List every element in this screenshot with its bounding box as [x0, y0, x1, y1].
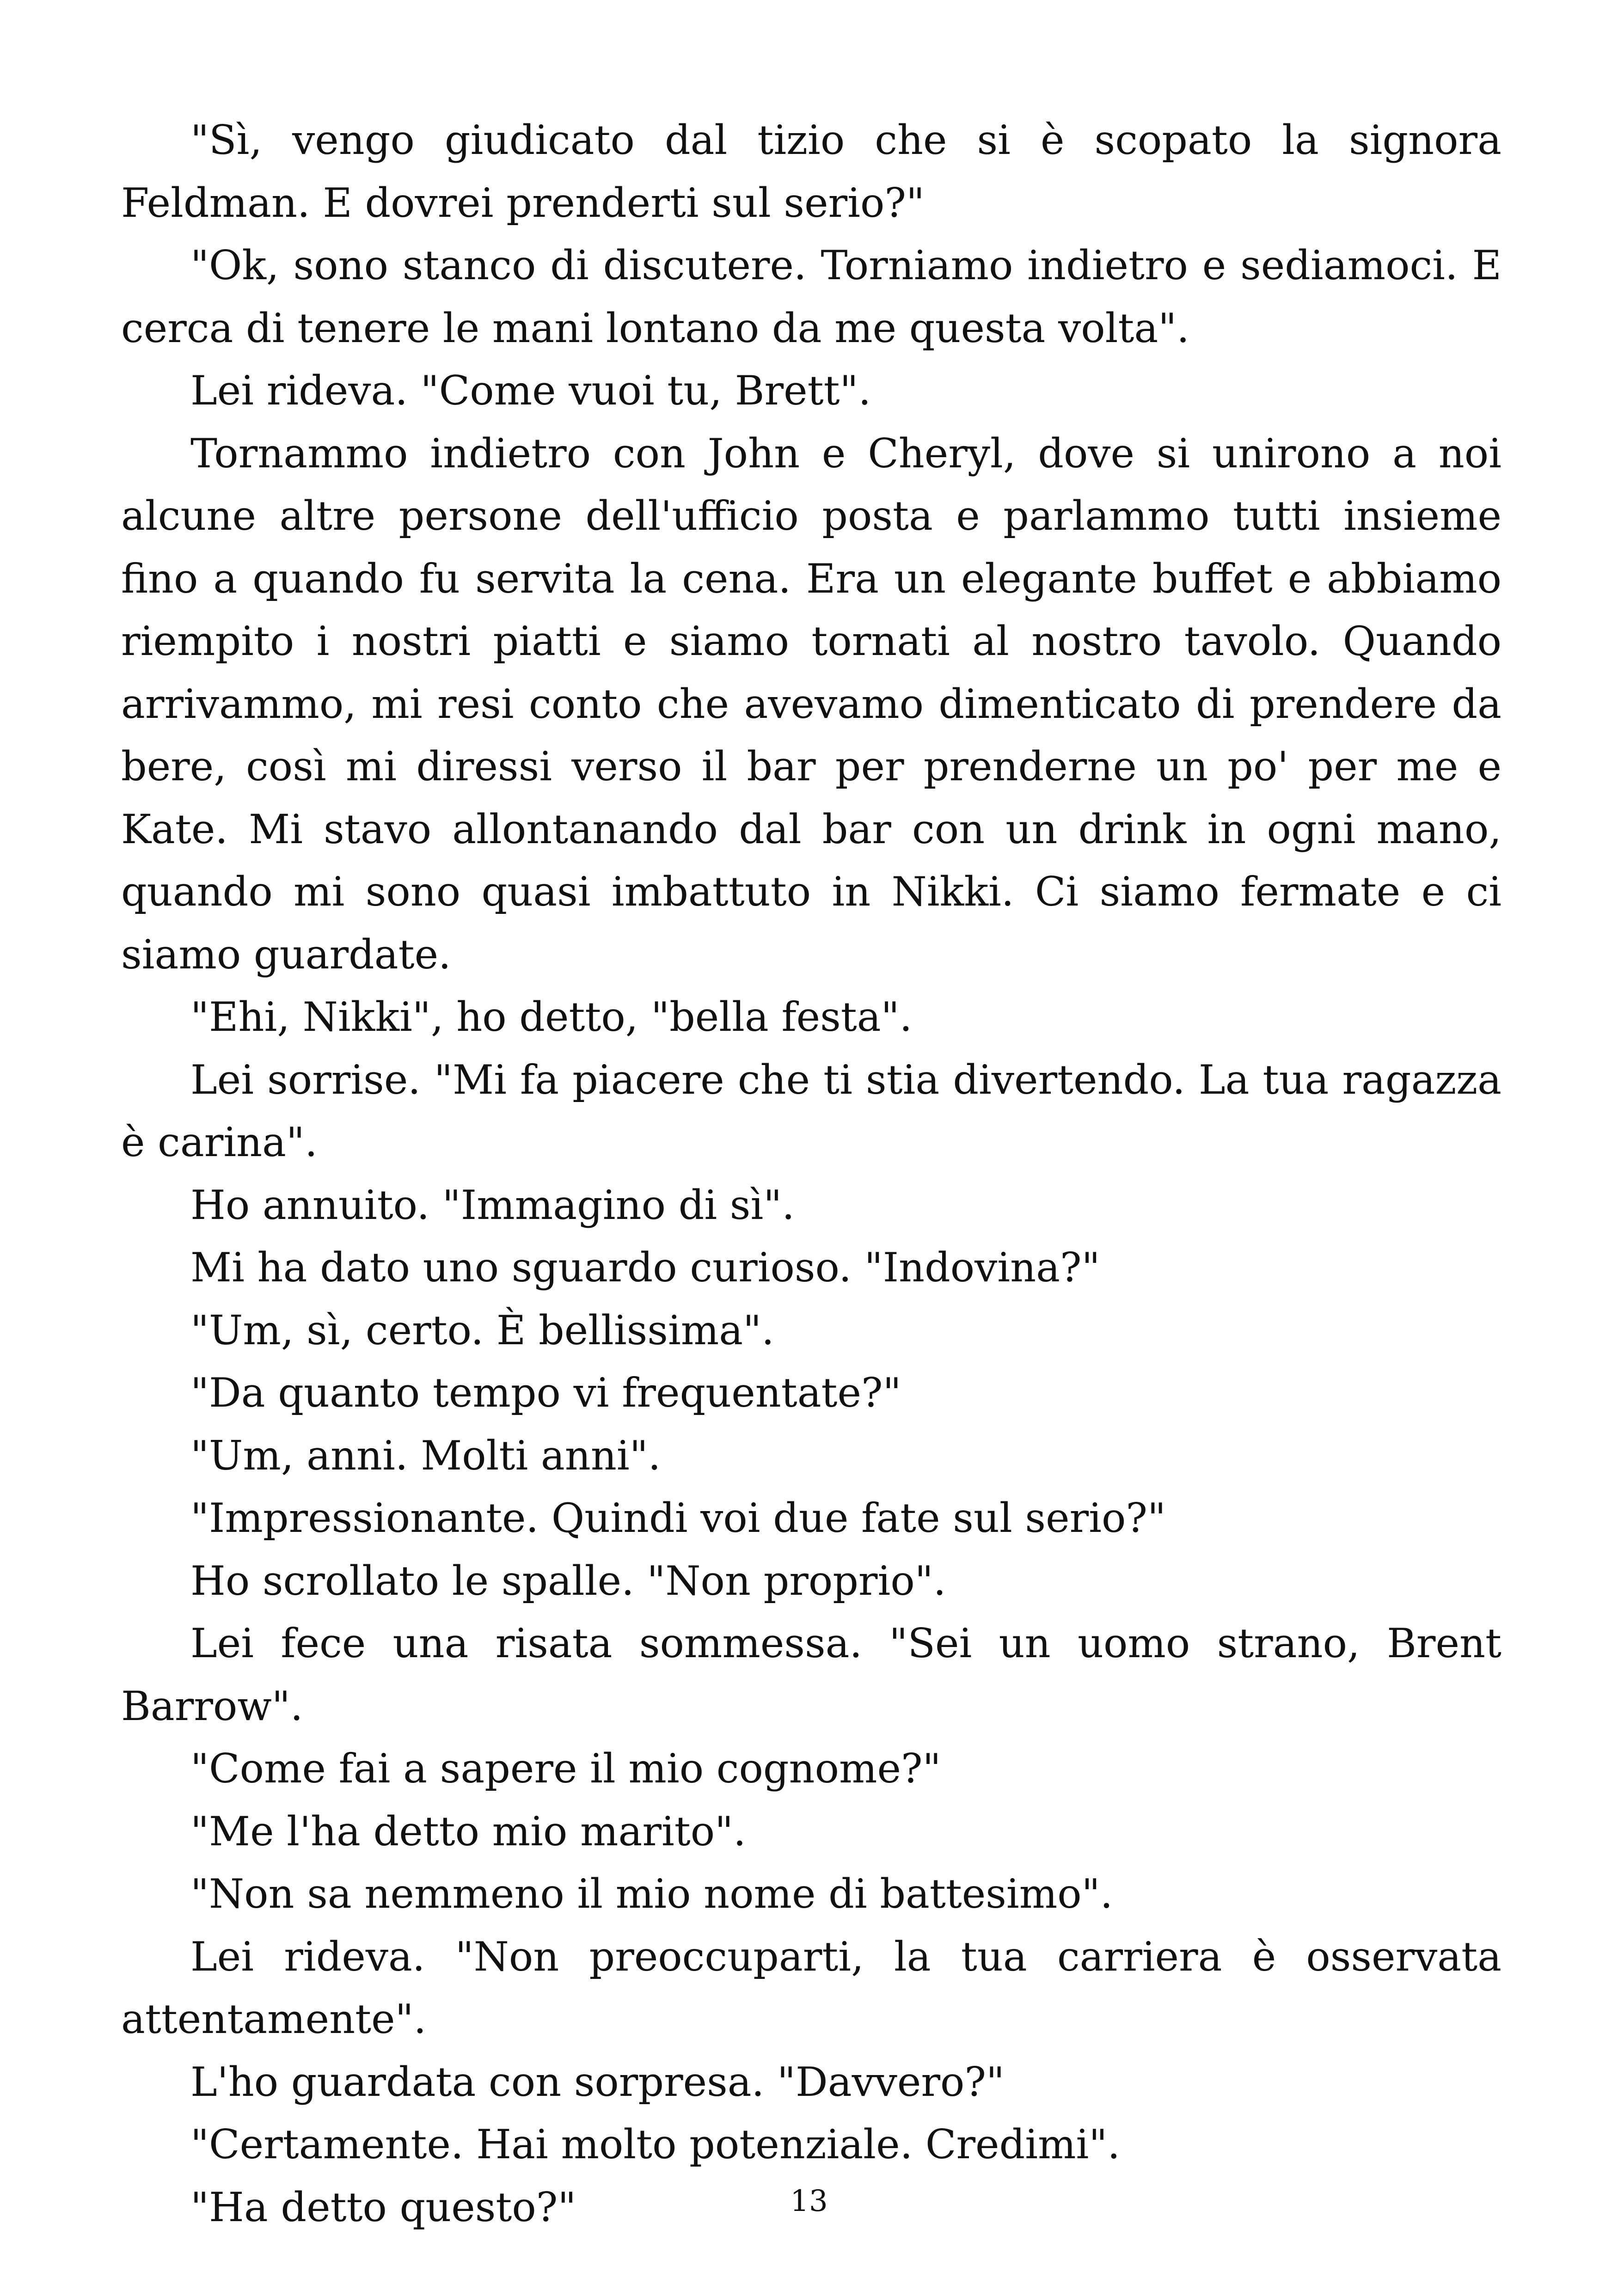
paragraph: "Um, sì, certo. È bellissima". [190, 1306, 774, 1354]
paragraph: Lei rideva. "Come vuoi tu, Brett". [190, 367, 871, 414]
paragraph: Ho scrollato le spalle. "Non proprio". [190, 1557, 946, 1604]
page-body [121, 109, 1502, 2239]
paragraph: Mi ha dato uno sguardo curioso. "Indovina?" [190, 1244, 1100, 1291]
paragraph: "Certamente. Hai molto potenziale. Credimi". [190, 2121, 1121, 2168]
paragraph: Lei fece una risata sommessa. "Sei un uomo strano, Brent Barrow". [121, 1620, 1502, 1730]
paragraph: "Me l'ha detto mio marito". [190, 1807, 746, 1855]
paragraph: Lei sorrise. "Mi fa piacere che ti stia divertendo. La tua ragazza è carina". [121, 1056, 1502, 1166]
paragraph: "Sì, vengo giudicato dal tizio che si è scopato la signora Feldman. E dovrei prenderti sul serio?" [121, 116, 1502, 227]
paragraph: "Um, anni. Molti anni". [190, 1432, 661, 1479]
page-number: 13 [790, 2184, 828, 2218]
paragraph: "Da quanto tempo vi frequentate?" [190, 1369, 901, 1416]
paragraph: Tornammo indietro con John e Cheryl, dove si unirono a noi alcune altre persone dell'ufficio posta e parlammo tutti insieme fino a quando fu servita la cena. Era un elegante buffet e abbiamo riempito i nostri piatti e siamo tornati al nostro tavolo. Quando arrivammo, mi resi conto che avevamo dimenticato di prendere da bere, così mi diressi verso il bar per prenderne un po' per me e Kate. Mi stavo allontanando dal bar con un drink in ogni mano, quando mi sono quasi imbattuto in Nikki. Ci siamo fermate e ci siamo guardate. [121, 429, 1502, 978]
paragraph: "Come fai a sapere il mio cognome?" [190, 1745, 941, 1792]
paragraph: "Ehi, Nikki", ho detto, "bella festa". [190, 993, 913, 1041]
paragraph: "Non sa nemmeno il mio nome di battesimo". [190, 1870, 1113, 1917]
paragraph: Ho annuito. "Immagino di sì". [190, 1181, 795, 1229]
paragraph: "Ha detto questo?" [190, 2183, 576, 2231]
paragraph: L'ho guardata con sorpresa. "Davvero?" [190, 2058, 1005, 2106]
paragraph: "Ok, sono stanco di discutere. Torniamo indietro e sediamoci. E cerca di tenere le mani lontano da me questa volta". [121, 242, 1502, 352]
paragraph: "Impressionante. Quindi voi due fate sul serio?" [190, 1494, 1166, 1542]
paragraph: Lei rideva. "Non preoccuparti, la tua carriera è osservata attentamente". [121, 1933, 1502, 2043]
